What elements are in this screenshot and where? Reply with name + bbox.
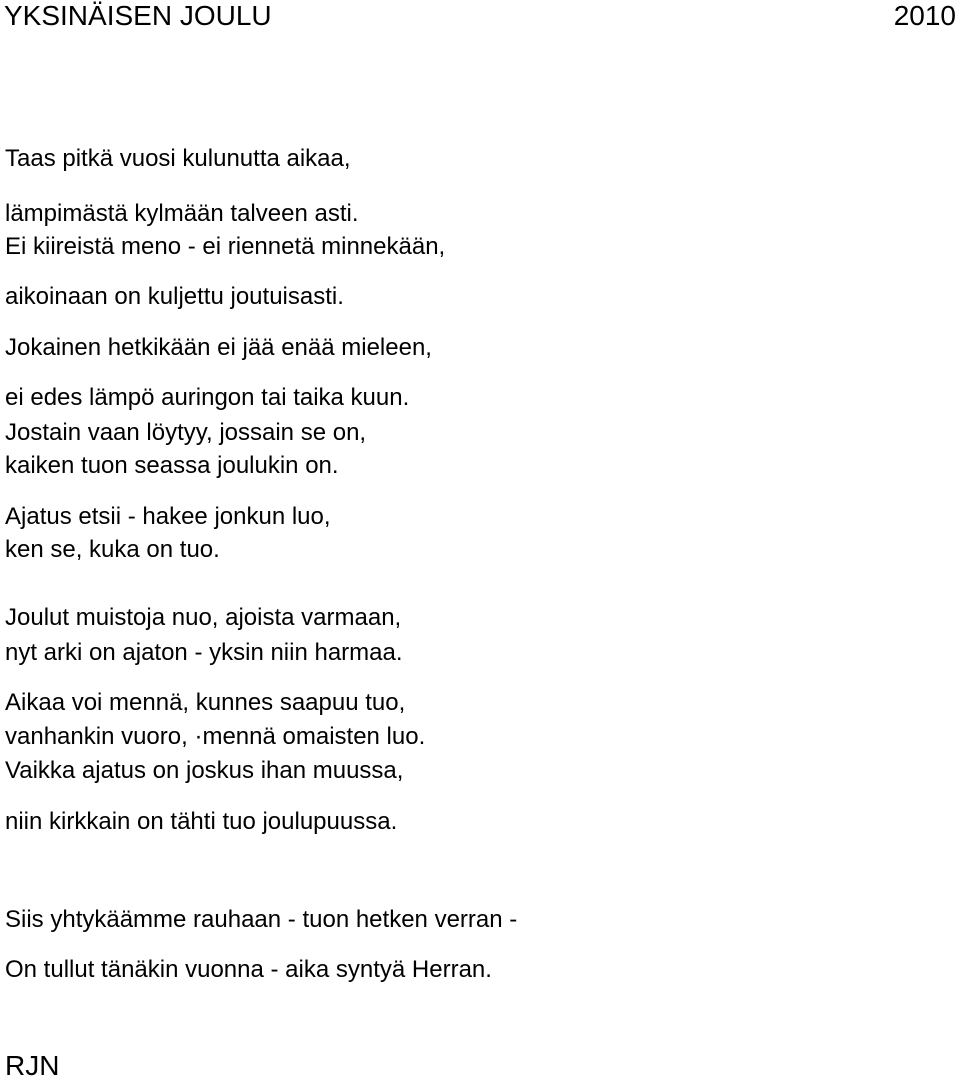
poem-line: Siis yhtykäämme rauhaan - tuon hetken verran -: [5, 906, 518, 933]
poem-year: 2010: [893, 0, 956, 31]
poem-line: lämpimästä kylmään talveen asti.: [5, 200, 359, 227]
poem-line: Aikaa voi mennä, kunnes saapuu tuo,: [5, 689, 406, 716]
poem-line: Vaikka ajatus on joskus ihan muussa,: [5, 757, 404, 784]
poem-title: YKSINÄISEN JOULU: [4, 0, 272, 31]
poem-line: niin kirkkain on tähti tuo joulupuussa.: [5, 808, 398, 835]
poem-line: Taas pitkä vuosi kulunutta aikaa,: [5, 145, 351, 172]
poem-line: nyt arki on ajaton - yksin niin harmaa.: [5, 639, 403, 666]
poem-line: kaiken tuon seassa joulukin on.: [5, 452, 339, 479]
poem-line: vanhankin vuoro, ·mennä omaisten luo.: [5, 723, 426, 750]
poem-line: Ei kiireistä meno - ei riennetä minnekään,: [5, 233, 446, 260]
poem-line: Jostain vaan löytyy, jossain se on,: [5, 419, 367, 446]
poem-line: Joulut muistoja nuo, ajoista varmaan,: [5, 604, 402, 631]
poem-line: ei edes lämpö auringon tai taika kuun.: [5, 384, 410, 411]
author-signature: RJN: [5, 1050, 60, 1081]
poem-line: Jokainen hetkikään ei jää enää mieleen,: [5, 334, 432, 361]
poem-line: ken se, kuka on tuo.: [5, 536, 220, 563]
poem-line: aikoinaan on kuljettu joutuisasti.: [5, 283, 344, 310]
poem-line: Ajatus etsii - hakee jonkun luo,: [5, 503, 331, 530]
poem-line: On tullut tänäkin vuonna - aika syntyä Herran.: [5, 956, 492, 983]
